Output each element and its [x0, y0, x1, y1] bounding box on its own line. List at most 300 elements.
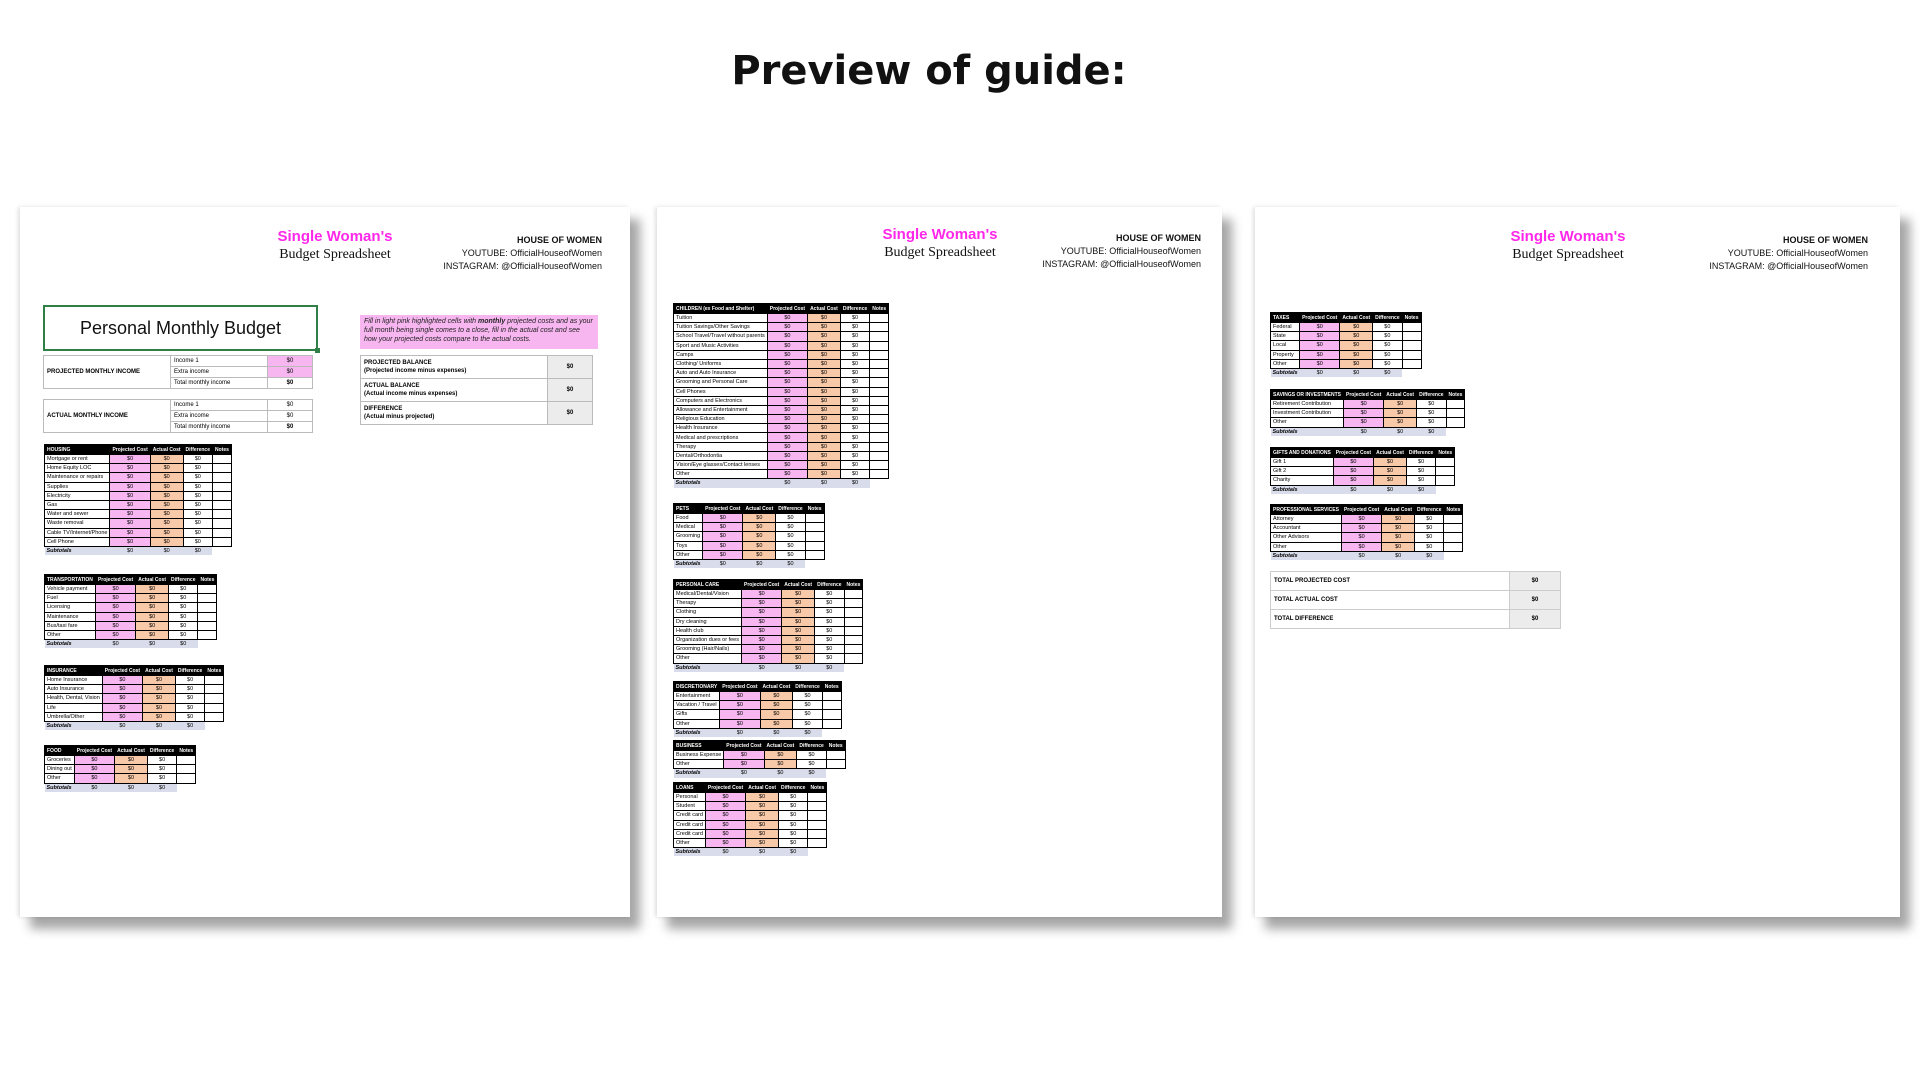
actual-cost-cell[interactable]: $0	[764, 760, 797, 769]
table-row	[45, 712, 224, 721]
table-row	[674, 719, 842, 728]
actual-cost-cell[interactable]: $0	[808, 396, 841, 405]
notes-cell[interactable]	[1444, 515, 1463, 524]
actual-cost-cell[interactable]: $0	[808, 451, 841, 460]
projected-cost-cell[interactable]: $0	[767, 442, 807, 451]
column-header: Actual Cost	[1382, 505, 1415, 515]
actual-cost-cell[interactable]: $0	[136, 603, 169, 612]
notes-cell[interactable]	[198, 630, 217, 639]
projected-cost-cell[interactable]: $0	[767, 378, 807, 387]
item-label: Medical	[674, 523, 703, 532]
actual-cost-cell[interactable]: $0	[746, 820, 779, 829]
item-label: Grooming (Hair/Nails)	[674, 645, 742, 654]
projected-cost-cell[interactable]: $0	[767, 341, 807, 350]
notes-cell[interactable]	[805, 532, 824, 541]
notes-cell[interactable]	[212, 500, 231, 509]
actual-cost-cell[interactable]: $0	[808, 332, 841, 341]
actual-cost-cell[interactable]: $0	[746, 811, 779, 820]
actual-cost-cell[interactable]: $0	[150, 510, 183, 519]
projected-cost-cell[interactable]: $0	[110, 491, 150, 500]
difference-cell: $0	[815, 599, 844, 608]
projected-cost-cell[interactable]: $0	[1300, 341, 1340, 350]
actual-cost-cell[interactable]: $0	[143, 712, 176, 721]
projected-cost-cell[interactable]: $0	[720, 701, 760, 710]
actual-cost-cell[interactable]: $0	[808, 461, 841, 470]
actual-cost-cell[interactable]: $0	[150, 491, 183, 500]
actual-cost-cell[interactable]: $0	[150, 519, 183, 528]
notes-cell[interactable]	[870, 451, 889, 460]
brand-subtitle: Budget Spreadsheet	[279, 247, 391, 262]
actual-cost-cell[interactable]: $0	[136, 585, 169, 594]
notes-cell[interactable]	[212, 519, 231, 528]
notes-cell[interactable]	[844, 617, 863, 626]
actual-cost-cell[interactable]: $0	[1382, 524, 1415, 533]
table-row	[45, 765, 196, 774]
notes-cell[interactable]	[870, 470, 889, 479]
actual-cost-cell[interactable]: $0	[782, 635, 815, 644]
actual-cost-cell[interactable]: $0	[1384, 400, 1417, 409]
projected-cost-cell[interactable]: $0	[110, 455, 150, 464]
actual-cost-cell[interactable]: $0	[115, 774, 148, 783]
notes-cell[interactable]	[870, 415, 889, 424]
actual-cost-cell[interactable]: $0	[743, 514, 776, 523]
notes-cell[interactable]	[808, 829, 827, 838]
difference-cell: $0	[1415, 524, 1444, 533]
projected-cost-cell[interactable]: $0	[720, 710, 760, 719]
notes-cell[interactable]	[198, 612, 217, 621]
item-label: Other	[674, 470, 768, 479]
projected-cost-cell[interactable]: $0	[767, 470, 807, 479]
notes-cell[interactable]	[212, 537, 231, 546]
projected-cost-cell[interactable]: $0	[705, 802, 745, 811]
projected-cost-cell[interactable]: $0	[1341, 524, 1381, 533]
notes-cell[interactable]	[1444, 524, 1463, 533]
notes-cell[interactable]	[177, 756, 196, 765]
difference-cell: $0	[793, 719, 822, 728]
projected-cost-cell[interactable]: $0	[703, 550, 743, 559]
actual-cost-cell[interactable]: $0	[808, 359, 841, 368]
notes-cell[interactable]	[844, 590, 863, 599]
notes-cell[interactable]	[205, 685, 224, 694]
projected-cost-cell[interactable]: $0	[1300, 323, 1340, 332]
projected-cost-cell[interactable]: $0	[95, 612, 135, 621]
projected-cost-cell[interactable]: $0	[1341, 515, 1381, 524]
projected-cost-cell[interactable]: $0	[741, 645, 781, 654]
projected-cost-cell[interactable]: $0	[741, 635, 781, 644]
notes-cell[interactable]	[212, 464, 231, 473]
projected-cost-cell[interactable]: $0	[1341, 533, 1381, 542]
actual-cost-cell[interactable]: $0	[746, 802, 779, 811]
projected-cost-cell[interactable]: $0	[1343, 400, 1383, 409]
notes-cell[interactable]	[805, 514, 824, 523]
actual-cost-cell[interactable]: $0	[743, 532, 776, 541]
difference-cell: $0	[815, 617, 844, 626]
actual-cost-cell[interactable]: $0	[115, 765, 148, 774]
notes-cell[interactable]	[1436, 458, 1455, 467]
actual-cost-cell[interactable]: $0	[808, 442, 841, 451]
difference-cell: $0	[183, 528, 212, 537]
actual-cost-cell[interactable]: $0	[143, 685, 176, 694]
notes-cell[interactable]	[870, 341, 889, 350]
projected-cost-cell[interactable]: $0	[767, 433, 807, 442]
actual-cost-cell[interactable]: $0	[143, 703, 176, 712]
actual-cost-cell[interactable]: $0	[136, 630, 169, 639]
actual-cost-cell[interactable]: $0	[150, 537, 183, 546]
actual-cost-cell[interactable]: $0	[150, 500, 183, 509]
notes-cell[interactable]	[1402, 323, 1421, 332]
notes-cell[interactable]	[198, 621, 217, 630]
subtotal-value: $0	[797, 769, 826, 778]
notes-cell[interactable]	[205, 703, 224, 712]
table-row	[674, 751, 846, 760]
actual-cost-cell[interactable]: $0	[1340, 323, 1373, 332]
item-label: Accountant	[1271, 524, 1342, 533]
item-label: Therapy	[674, 442, 768, 451]
actual-cost-cell[interactable]: $0	[115, 756, 148, 765]
actual-cost-cell[interactable]: $0	[808, 323, 841, 332]
notes-cell[interactable]	[808, 820, 827, 829]
actual-cost-cell[interactable]: $0	[1340, 332, 1373, 341]
actual-cost-cell[interactable]: $0	[150, 528, 183, 537]
projected-cost-cell[interactable]: $0	[724, 760, 764, 769]
projected-cost-cell[interactable]: $0	[741, 626, 781, 635]
notes-cell[interactable]	[822, 710, 841, 719]
notes-cell[interactable]	[870, 396, 889, 405]
actual-cost-cell[interactable]: $0	[1374, 476, 1407, 485]
section-title: INSURANCE	[45, 666, 103, 676]
actual-cost-cell[interactable]: $0	[743, 541, 776, 550]
projected-cost-cell[interactable]: $0	[703, 541, 743, 550]
actual-cost-cell[interactable]: $0	[764, 751, 797, 760]
item-label: Property	[1271, 350, 1300, 359]
projected-cost-cell[interactable]: $0	[110, 500, 150, 509]
notes-cell[interactable]	[212, 482, 231, 491]
notes-cell[interactable]	[198, 594, 217, 603]
table-row	[674, 461, 889, 470]
projected-cost-cell[interactable]: $0	[767, 387, 807, 396]
projected-cost-cell[interactable]: $0	[767, 332, 807, 341]
notes-cell[interactable]	[844, 599, 863, 608]
notes-cell[interactable]	[198, 585, 217, 594]
actual-cost-cell[interactable]: $0	[808, 314, 841, 323]
projected-cost-cell[interactable]: $0	[1341, 542, 1381, 551]
actual-cost-cell[interactable]: $0	[1384, 418, 1417, 427]
actual-cost-cell[interactable]: $0	[808, 350, 841, 359]
notes-cell[interactable]	[870, 378, 889, 387]
notes-cell[interactable]	[870, 323, 889, 332]
projected-cost-cell[interactable]: $0	[767, 359, 807, 368]
projected-cost-cell[interactable]: $0	[767, 350, 807, 359]
projected-cost-cell[interactable]: $0	[703, 523, 743, 532]
actual-cost-cell[interactable]: $0	[1374, 458, 1407, 467]
projected-cost-cell[interactable]: $0	[724, 751, 764, 760]
notes-cell[interactable]	[205, 694, 224, 703]
projected-cost-cell[interactable]: $0	[102, 676, 142, 685]
projected-cost-cell[interactable]: $0	[102, 703, 142, 712]
projected-cost-cell[interactable]: $0	[703, 532, 743, 541]
projected-cost-cell[interactable]: $0	[767, 415, 807, 424]
difference-cell: $0	[840, 387, 869, 396]
subtotal-value: $0	[743, 559, 776, 568]
actual-cost-cell[interactable]: $0	[782, 608, 815, 617]
actual-cost-cell[interactable]: $0	[782, 590, 815, 599]
actual-cost-cell[interactable]: $0	[1374, 467, 1407, 476]
notes-cell[interactable]	[844, 626, 863, 635]
projected-cost-cell[interactable]: $0	[705, 829, 745, 838]
actual-cost-cell[interactable]: $0	[760, 692, 793, 701]
notes-cell[interactable]	[1446, 409, 1465, 418]
projected-cost-cell[interactable]: $0	[767, 405, 807, 414]
projected-cost-cell[interactable]: $0	[705, 793, 745, 802]
notes-cell[interactable]	[177, 774, 196, 783]
notes-cell[interactable]	[212, 455, 231, 464]
notes-cell[interactable]	[822, 692, 841, 701]
actual-cost-cell[interactable]: $0	[808, 369, 841, 378]
actual-cost-cell[interactable]: $0	[743, 550, 776, 559]
notes-cell[interactable]	[870, 461, 889, 470]
actual-cost-cell[interactable]: $0	[136, 594, 169, 603]
projected-cost-cell[interactable]: $0	[74, 774, 114, 783]
projected-cost-cell[interactable]: $0	[767, 451, 807, 460]
notes-cell[interactable]	[870, 424, 889, 433]
projected-income-table: PROJECTED MONTHLY INCOME Income 1 $0 Extra income $0 Total monthly income $0	[43, 355, 313, 389]
table-row	[674, 599, 863, 608]
subtotal-value: $0	[74, 783, 114, 792]
notes-cell[interactable]	[1446, 400, 1465, 409]
actual-cost-cell[interactable]: $0	[150, 473, 183, 482]
projected-cost-cell[interactable]: $0	[95, 594, 135, 603]
actual-cost-cell[interactable]: $0	[782, 654, 815, 663]
projected-cost-cell[interactable]: $0	[110, 482, 150, 491]
projected-cost-cell[interactable]: $0	[102, 712, 142, 721]
notes-cell[interactable]	[1402, 359, 1421, 368]
projected-cost-cell[interactable]: $0	[1333, 476, 1373, 485]
notes-cell[interactable]	[177, 765, 196, 774]
notes-cell[interactable]	[1446, 418, 1465, 427]
item-label: State	[1271, 332, 1300, 341]
notes-cell[interactable]	[1436, 476, 1455, 485]
actual-cost-cell[interactable]: $0	[808, 387, 841, 396]
notes-cell[interactable]	[870, 350, 889, 359]
actual-cost-cell[interactable]: $0	[782, 617, 815, 626]
projected-cost-cell[interactable]: $0	[720, 719, 760, 728]
projected-cost-cell[interactable]: $0	[741, 599, 781, 608]
notes-cell[interactable]	[198, 603, 217, 612]
actual-cost-cell[interactable]: $0	[136, 612, 169, 621]
budget-section-taxes	[1270, 312, 1422, 377]
notes-cell[interactable]	[212, 528, 231, 537]
notes-cell[interactable]	[1402, 341, 1421, 350]
actual-cost-cell[interactable]: $0	[746, 829, 779, 838]
table-row	[1271, 476, 1455, 485]
actual-cost-cell[interactable]: $0	[746, 838, 779, 847]
notes-cell[interactable]	[212, 473, 231, 482]
projected-cost-cell[interactable]: $0	[1333, 467, 1373, 476]
projected-cost-cell[interactable]: $0	[741, 617, 781, 626]
subtotal-notes	[177, 783, 196, 792]
projected-cost-cell[interactable]: $0	[767, 461, 807, 470]
table-row	[674, 523, 825, 532]
notes-cell[interactable]	[870, 405, 889, 414]
actual-cost-cell[interactable]: $0	[143, 676, 176, 685]
subtotal-label: Subtotals	[1271, 551, 1342, 560]
actual-cost-cell[interactable]: $0	[143, 694, 176, 703]
actual-cost-cell[interactable]: $0	[782, 645, 815, 654]
notes-cell[interactable]	[826, 760, 845, 769]
preview-page-2	[657, 207, 1222, 917]
item-label: Computers and Electronics	[674, 396, 768, 405]
projected-cost-cell[interactable]: $0	[74, 756, 114, 765]
difference-cell: $0	[840, 350, 869, 359]
table-row	[674, 514, 825, 523]
notes-cell[interactable]	[870, 442, 889, 451]
notes-cell[interactable]	[805, 550, 824, 559]
actual-cost-cell[interactable]: $0	[782, 626, 815, 635]
difference-cell: $0	[815, 654, 844, 663]
projected-cost-cell[interactable]: $0	[95, 621, 135, 630]
actual-cost-cell[interactable]: $0	[746, 793, 779, 802]
notes-cell[interactable]	[212, 491, 231, 500]
brand-block: Single Woman's Budget Spreadsheet	[882, 226, 998, 260]
projected-cost-cell[interactable]: $0	[95, 585, 135, 594]
subtotal-row	[45, 546, 232, 555]
column-header: Actual Cost	[150, 445, 183, 455]
projected-cost-cell[interactable]: $0	[767, 424, 807, 433]
projected-cost-cell[interactable]: $0	[767, 314, 807, 323]
actual-cost-cell[interactable]: $0	[1340, 359, 1373, 368]
projected-cost-cell[interactable]: $0	[95, 603, 135, 612]
notes-cell[interactable]	[808, 802, 827, 811]
actual-cost-cell[interactable]: $0	[150, 455, 183, 464]
notes-cell[interactable]	[844, 608, 863, 617]
notes-cell[interactable]	[1436, 467, 1455, 476]
projected-cost-cell[interactable]: $0	[741, 608, 781, 617]
projected-cost-cell[interactable]: $0	[95, 630, 135, 639]
column-header: Actual Cost	[136, 575, 169, 585]
notes-cell[interactable]	[205, 676, 224, 685]
difference-cell: $0	[840, 433, 869, 442]
projected-cost-cell[interactable]: $0	[705, 820, 745, 829]
projected-cost-cell[interactable]: $0	[102, 685, 142, 694]
actual-cost-cell[interactable]: $0	[808, 415, 841, 424]
notes-cell[interactable]	[844, 635, 863, 644]
projected-cost-cell[interactable]: $0	[1300, 332, 1340, 341]
projected-cost-cell[interactable]: $0	[1333, 458, 1373, 467]
projected-cost-cell[interactable]: $0	[110, 473, 150, 482]
projected-cost-cell[interactable]: $0	[1343, 409, 1383, 418]
item-label: Credit card	[674, 820, 706, 829]
projected-cost-cell[interactable]: $0	[703, 514, 743, 523]
budget-section-professional	[1270, 504, 1463, 560]
actual-cost-cell[interactable]: $0	[1382, 542, 1415, 551]
actual-cost-cell[interactable]: $0	[760, 701, 793, 710]
subtotal-row	[1271, 485, 1455, 494]
actual-cost-cell[interactable]: $0	[1382, 515, 1415, 524]
projected-cost-cell[interactable]: $0	[110, 519, 150, 528]
projected-cost-cell[interactable]: $0	[110, 537, 150, 546]
item-label: Business Expense	[674, 751, 724, 760]
notes-cell[interactable]	[205, 712, 224, 721]
actual-cost-cell[interactable]: $0	[782, 599, 815, 608]
projected-cost-cell[interactable]: $0	[741, 654, 781, 663]
notes-cell[interactable]	[826, 751, 845, 760]
actual-cost-cell[interactable]: $0	[760, 719, 793, 728]
projected-cost-cell[interactable]: $0	[1343, 418, 1383, 427]
notes-cell[interactable]	[870, 314, 889, 323]
notes-cell[interactable]	[870, 332, 889, 341]
actual-cost-cell[interactable]: $0	[808, 341, 841, 350]
notes-cell[interactable]	[805, 523, 824, 532]
actual-cost-cell[interactable]: $0	[808, 405, 841, 414]
notes-cell[interactable]	[870, 387, 889, 396]
notes-cell[interactable]	[870, 369, 889, 378]
actual-cost-cell[interactable]: $0	[1340, 350, 1373, 359]
item-label: Federal	[1271, 323, 1300, 332]
projected-cost-cell[interactable]: $0	[705, 811, 745, 820]
notes-cell[interactable]	[844, 654, 863, 663]
item-label: Other	[1271, 542, 1342, 551]
projected-cost-cell[interactable]: $0	[767, 369, 807, 378]
actual-cost-cell[interactable]: $0	[808, 470, 841, 479]
subtotal-notes	[1446, 427, 1465, 436]
notes-cell[interactable]	[808, 838, 827, 847]
section-title: DISCRETIONARY	[674, 682, 720, 692]
projected-cost-cell[interactable]: $0	[74, 765, 114, 774]
projected-cost-cell[interactable]: $0	[767, 396, 807, 405]
actual-cost-cell[interactable]: $0	[1384, 409, 1417, 418]
projected-cost-cell[interactable]: $0	[720, 692, 760, 701]
actual-cost-cell[interactable]: $0	[136, 621, 169, 630]
projected-cost-cell[interactable]: $0	[767, 323, 807, 332]
notes-cell[interactable]	[1402, 332, 1421, 341]
notes-cell[interactable]	[805, 541, 824, 550]
notes-cell[interactable]	[870, 359, 889, 368]
actual-cost-cell[interactable]: $0	[1340, 341, 1373, 350]
notes-cell[interactable]	[1444, 533, 1463, 542]
projected-cost-cell[interactable]: $0	[110, 510, 150, 519]
actual-cost-cell[interactable]: $0	[743, 523, 776, 532]
table-row	[1271, 341, 1422, 350]
actual-cost-cell[interactable]: $0	[760, 710, 793, 719]
difference-cell: $0	[840, 369, 869, 378]
actual-cost-cell[interactable]: $0	[808, 378, 841, 387]
projected-cost-cell[interactable]: $0	[1300, 350, 1340, 359]
projected-cost-cell[interactable]: $0	[705, 838, 745, 847]
difference-cell: $0	[778, 811, 807, 820]
table-row	[674, 470, 889, 479]
notes-cell[interactable]	[1444, 542, 1463, 551]
projected-cost-cell[interactable]: $0	[741, 590, 781, 599]
actual-cost-cell[interactable]: $0	[1382, 533, 1415, 542]
actual-cost-cell[interactable]: $0	[150, 482, 183, 491]
actual-cost-cell[interactable]: $0	[150, 464, 183, 473]
projected-cost-cell[interactable]: $0	[102, 694, 142, 703]
notes-cell[interactable]	[808, 793, 827, 802]
projected-cost-cell[interactable]: $0	[110, 464, 150, 473]
projected-cost-cell[interactable]: $0	[1300, 359, 1340, 368]
notes-cell[interactable]	[808, 811, 827, 820]
notes-cell[interactable]	[1402, 350, 1421, 359]
actual-cost-cell[interactable]: $0	[808, 433, 841, 442]
actual-cost-cell[interactable]: $0	[808, 424, 841, 433]
notes-cell[interactable]	[844, 645, 863, 654]
notes-cell[interactable]	[870, 433, 889, 442]
notes-cell[interactable]	[822, 701, 841, 710]
projected-cost-cell[interactable]: $0	[110, 528, 150, 537]
table-row	[1271, 467, 1455, 476]
notes-cell[interactable]	[822, 719, 841, 728]
notes-cell[interactable]	[212, 510, 231, 519]
